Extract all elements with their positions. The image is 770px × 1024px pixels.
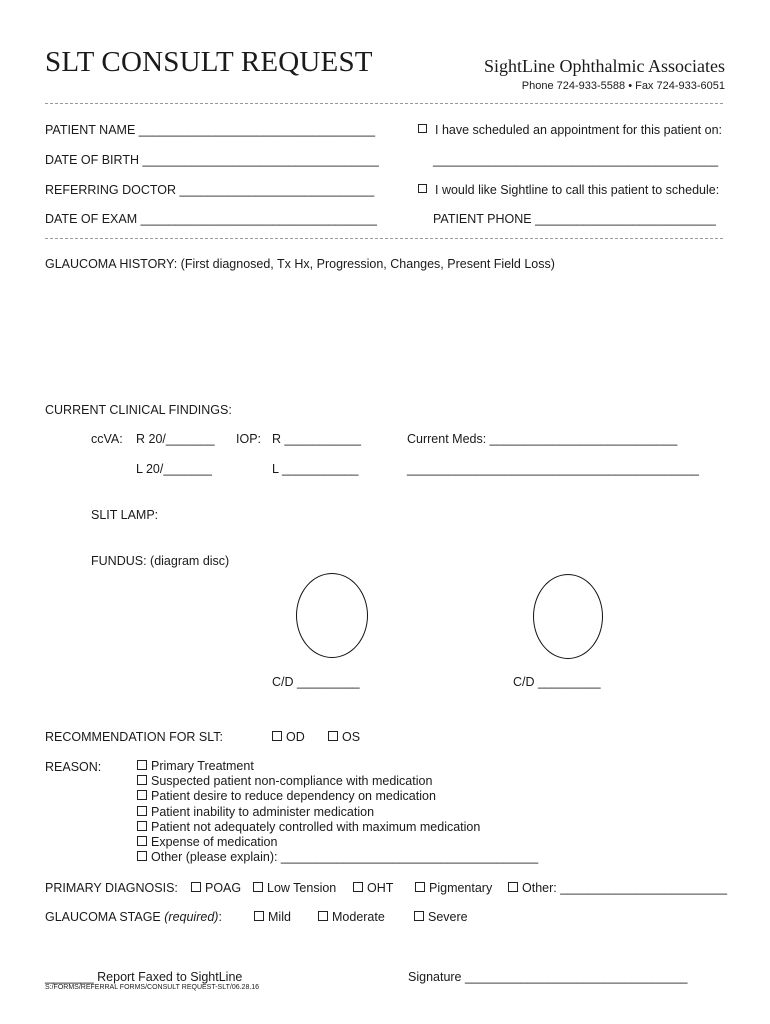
appointment-date-field[interactable]: _________________________________________ (433, 153, 719, 167)
signature-field[interactable]: Signature ________________________________ (408, 970, 688, 984)
os-checkbox[interactable] (328, 731, 338, 741)
reason-checkbox[interactable] (137, 760, 147, 770)
cd-left-field[interactable]: C/D _________ (272, 675, 360, 689)
option-pigmentary[interactable]: Pigmentary (415, 881, 492, 895)
current-meds-field[interactable]: Current Meds: ___________________________ (407, 432, 678, 446)
option-od[interactable] (272, 730, 305, 744)
iop-left-field[interactable]: L ___________ (272, 462, 359, 476)
glaucoma-stage-label: GLAUCOMA STAGE (required): (45, 910, 222, 924)
other-diagnosis-checkbox[interactable] (508, 882, 518, 892)
severe-checkbox[interactable] (414, 911, 424, 921)
info-divider (45, 238, 723, 239)
oht-checkbox[interactable] (353, 882, 363, 892)
option-other-diagnosis[interactable]: Other: ________________________ (508, 881, 727, 895)
reason-label: REASON: (45, 760, 102, 774)
iop-label: IOP: (236, 432, 262, 446)
option-mild[interactable]: Mild (254, 910, 291, 924)
mild-checkbox[interactable] (254, 911, 264, 921)
patient-phone-field[interactable]: PATIENT PHONE __________________________ (433, 212, 716, 226)
date-of-exam-field[interactable]: DATE OF EXAM __________________________________ (45, 212, 377, 226)
date-of-birth-field[interactable]: DATE OF BIRTH __________________________________ (45, 153, 379, 167)
pigmentary-checkbox[interactable] (415, 882, 425, 892)
od-checkbox[interactable] (272, 731, 282, 741)
ccva-right-field[interactable]: R 20/_______ (136, 432, 215, 446)
reason-item[interactable]: Expense of medication (137, 835, 538, 850)
call-to-schedule-label: I would like Sightline to call this patient to schedule: (435, 183, 720, 197)
moderate-checkbox[interactable] (318, 911, 328, 921)
option-moderate[interactable]: Moderate (318, 910, 385, 924)
option-oht[interactable]: OHT (353, 881, 393, 895)
od-label: OD (286, 730, 305, 744)
call-to-schedule-checkbox[interactable] (418, 184, 427, 193)
reason-checkbox[interactable] (137, 851, 147, 861)
option-low-tension[interactable]: Low Tension (253, 881, 336, 895)
primary-diagnosis-label: PRIMARY DIAGNOSIS: (45, 881, 178, 895)
header-divider (45, 103, 723, 104)
referring-doctor-field[interactable]: REFERRING DOCTOR ____________________________ (45, 183, 375, 197)
clinical-findings-label: CURRENT CLINICAL FINDINGS: (45, 403, 232, 417)
reason-checkbox[interactable] (137, 775, 147, 785)
reason-checkbox[interactable] (137, 821, 147, 831)
practice-contact: Phone 724-933-5588 • Fax 724-933-6051 (521, 80, 725, 92)
option-poag[interactable]: POAG (191, 881, 241, 895)
option-os[interactable] (328, 730, 360, 744)
reason-item[interactable]: Patient not adequately controlled with maximum medication (137, 820, 538, 835)
glaucoma-history-label: GLAUCOMA HISTORY: (First diagnosed, Tx Hx, Progression, Changes, Present Field Loss) (45, 257, 555, 271)
iop-right-field[interactable]: R ___________ (272, 432, 361, 446)
patient-name-field[interactable]: PATIENT NAME __________________________________ (45, 123, 376, 137)
current-meds-line-2[interactable]: __________________________________________ (407, 462, 699, 476)
reason-checkbox[interactable] (137, 836, 147, 846)
low-tension-checkbox[interactable] (253, 882, 263, 892)
reason-item[interactable]: Patient inability to administer medication (137, 805, 538, 820)
reason-item[interactable]: Patient desire to reduce dependency on medication (137, 789, 538, 804)
reason-checkbox[interactable] (137, 790, 147, 800)
os-label: OS (342, 730, 361, 744)
ccva-left-field[interactable]: L 20/_______ (136, 462, 213, 476)
poag-checkbox[interactable] (191, 882, 201, 892)
required-note: (required) (164, 910, 219, 924)
fundus-label: FUNDUS: (diagram disc) (91, 554, 230, 568)
option-severe[interactable]: Severe (414, 910, 468, 924)
reason-item[interactable]: Primary Treatment (137, 759, 538, 774)
form-file-path: S:/FORMS/REFERRAL FORMS/CONSULT REQUEST-SLT/06.28.16 (45, 984, 260, 991)
reason-item[interactable]: Suspected patient non-compliance with medication (137, 774, 538, 789)
reason-item[interactable]: Other (please explain): _____________________________________ (137, 850, 538, 865)
cd-right-field[interactable]: C/D _________ (513, 675, 601, 689)
call-to-schedule-option[interactable] (418, 183, 719, 197)
right-disc-diagram[interactable] (533, 574, 603, 659)
left-disc-diagram[interactable] (296, 573, 368, 658)
report-faxed-field[interactable]: _______ Report Faxed to SightLine (45, 970, 243, 984)
scheduled-appointment-option[interactable] (418, 123, 722, 137)
scheduled-label: I have scheduled an appointment for this patient on: (435, 123, 722, 137)
scheduled-checkbox[interactable] (418, 124, 427, 133)
practice-name: SightLine Ophthalmic Associates (484, 56, 725, 76)
ccva-label: ccVA: (91, 432, 123, 446)
recommendation-label: RECOMMENDATION FOR SLT: (45, 730, 224, 744)
slit-lamp-label: SLIT LAMP: (91, 508, 159, 522)
reason-list (137, 759, 538, 865)
page-title: SLT CONSULT REQUEST (45, 46, 373, 78)
reason-checkbox[interactable] (137, 806, 147, 816)
